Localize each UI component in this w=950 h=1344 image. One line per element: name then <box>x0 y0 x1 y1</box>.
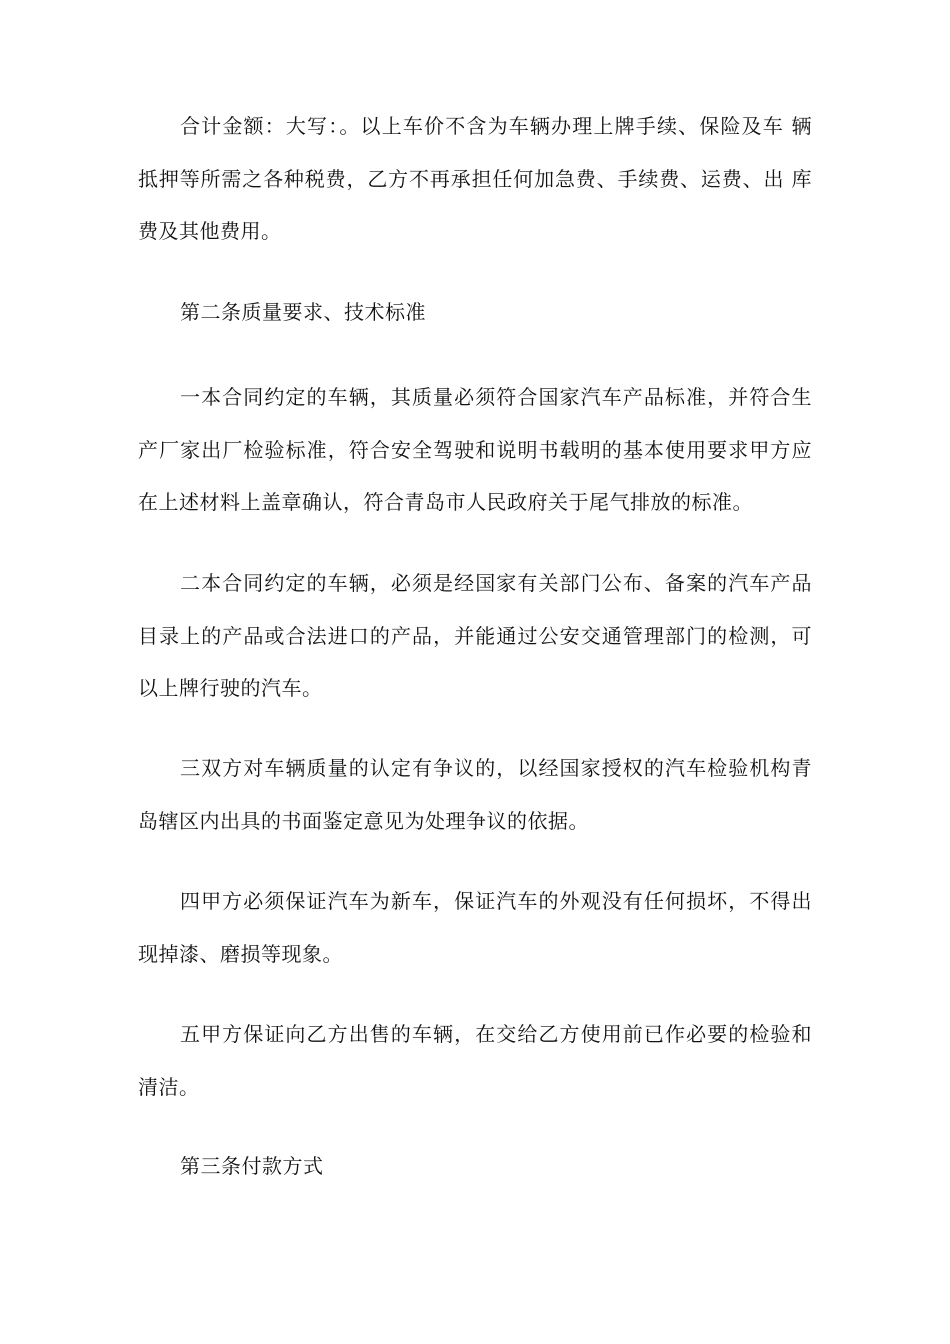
quality-item-4: 四甲方必须保证汽车为新车，保证汽车的外观没有任何损坏，不得出现掉漆、磨损等现象。 <box>138 889 812 966</box>
total-amount-paragraph: 合计金额：大写：。以上车价不含为车辆办理上牌手续、保险及车 辆抵押等所需之各种税费，乙方不再承担任何加急费、手续费、运费、出 库费及其他费用。 <box>138 114 812 243</box>
quality-item-1: 一本合同约定的车辆，其质量必须符合国家汽车产品标准，并符合生产厂家出厂检验标准，符合安全驾驶和说明书载明的基本使用要求甲方应在上述材料上盖章确认，符合青岛市人民政府关于尾气排放的标准。 <box>138 385 812 514</box>
quality-item-3: 三双方对车辆质量的认定有争议的，以经国家授权的汽车检验机构青岛辖区内出具的书面鉴定意见为处理争议的依据。 <box>138 756 812 833</box>
quality-item-2: 二本合同约定的车辆，必须是经国家有关部门公布、备案的汽车产品目录上的产品或合法进口的产品，并能通过公安交通管理部门的检测，可以上牌行驶的汽车。 <box>138 571 812 700</box>
article-2-heading: 第二条质量要求、技术标准 <box>180 300 426 324</box>
article-3-heading: 第三条付款方式 <box>180 1154 324 1178</box>
quality-item-5: 五甲方保证向乙方出售的车辆，在交给乙方使用前已作必要的检验和清洁。 <box>138 1022 812 1099</box>
